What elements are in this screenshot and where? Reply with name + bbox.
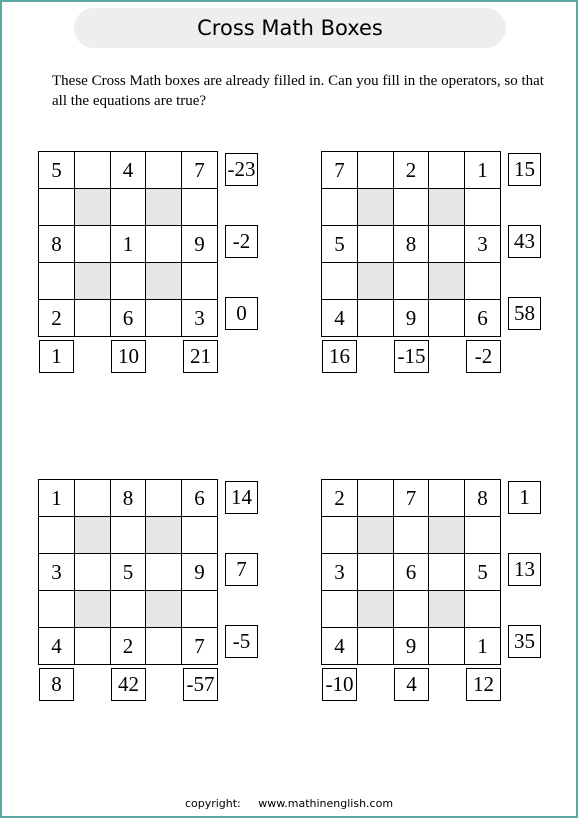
number-cell: 7 [182,628,218,665]
row-result-box: -23 [225,153,258,186]
number-cell: 8 [39,226,75,263]
number-cell: 5 [39,152,75,189]
operator-cell[interactable] [146,480,182,517]
number-cell: 1 [465,628,501,665]
puzzle-1 [38,151,260,373]
operator-cell[interactable] [393,189,429,226]
operator-cell[interactable] [74,554,110,591]
operator-cell[interactable] [74,152,110,189]
operator-cell[interactable] [393,263,429,300]
shaded-cell [429,517,465,554]
column-result-box: 16 [322,340,357,373]
operator-cell[interactable] [429,152,465,189]
operator-cell[interactable] [429,628,465,665]
shaded-cell [357,591,393,628]
column-result-box: 10 [111,340,146,373]
operator-cell[interactable] [182,189,218,226]
row-result-box: 14 [225,481,258,514]
operator-cell[interactable] [39,591,75,628]
operator-cell[interactable] [146,554,182,591]
operator-cell[interactable] [182,517,218,554]
row-result-box: 1 [508,481,541,514]
number-cell: 3 [182,300,218,337]
number-cell: 6 [393,554,429,591]
operator-cell[interactable] [357,480,393,517]
puzzle-2 [321,151,543,373]
number-cell: 5 [322,226,358,263]
column-result-box: 12 [466,668,501,701]
shaded-cell [146,517,182,554]
operator-cell[interactable] [74,628,110,665]
operator-cell[interactable] [357,628,393,665]
operator-cell[interactable] [393,517,429,554]
puzzle-grid [38,151,218,337]
operator-cell[interactable] [322,591,358,628]
shaded-cell [429,189,465,226]
row-result-box: 35 [508,625,541,658]
shaded-cell [146,591,182,628]
row-result-box: 0 [225,297,258,330]
operator-cell[interactable] [357,152,393,189]
operator-cell[interactable] [357,554,393,591]
column-result-box: 8 [39,668,74,701]
number-cell: 5 [465,554,501,591]
operator-cell[interactable] [182,263,218,300]
operator-cell[interactable] [465,263,501,300]
number-cell: 2 [39,300,75,337]
row-result-box: 15 [508,153,541,186]
shaded-cell [146,263,182,300]
column-result-box: -2 [466,340,501,373]
operator-cell[interactable] [357,226,393,263]
shaded-cell [74,263,110,300]
operator-cell[interactable] [465,517,501,554]
number-cell: 8 [393,226,429,263]
number-cell: 3 [322,554,358,591]
operator-cell[interactable] [322,263,358,300]
shaded-cell [74,189,110,226]
operator-cell[interactable] [110,263,146,300]
number-cell: 1 [39,480,75,517]
page-title: Cross Math Boxes [74,8,506,48]
row-result-box: -5 [225,625,258,658]
operator-cell[interactable] [429,226,465,263]
column-result-box: 4 [394,668,429,701]
number-cell: 9 [393,628,429,665]
operator-cell[interactable] [110,189,146,226]
shaded-cell [74,517,110,554]
puzzle-grid [321,479,501,665]
number-cell: 7 [182,152,218,189]
copyright-label: copyright: [184,797,241,810]
operator-cell[interactable] [146,152,182,189]
operator-cell[interactable] [110,517,146,554]
operator-cell[interactable] [74,480,110,517]
number-cell: 5 [110,554,146,591]
puzzle-4 [321,479,543,701]
number-cell: 6 [182,480,218,517]
number-cell: 7 [393,480,429,517]
row-result-box: 43 [508,225,541,258]
shaded-cell [357,189,393,226]
number-cell: 2 [322,480,358,517]
column-result-box: 1 [39,340,74,373]
operator-cell[interactable] [357,300,393,337]
shaded-cell [146,189,182,226]
operator-cell[interactable] [74,300,110,337]
number-cell: 2 [110,628,146,665]
operator-cell[interactable] [393,591,429,628]
operator-cell[interactable] [146,628,182,665]
shaded-cell [357,517,393,554]
row-result-box: 58 [508,297,541,330]
number-cell: 4 [322,300,358,337]
shaded-cell [429,591,465,628]
puzzle-grid [38,479,218,665]
operator-cell[interactable] [39,517,75,554]
column-result-box: -57 [183,668,218,701]
operator-cell[interactable] [429,554,465,591]
number-cell: 9 [393,300,429,337]
column-result-box: 42 [111,668,146,701]
operator-cell[interactable] [429,480,465,517]
operator-cell[interactable] [322,517,358,554]
number-cell: 6 [110,300,146,337]
number-cell: 4 [322,628,358,665]
operator-cell[interactable] [465,189,501,226]
operator-cell[interactable] [39,263,75,300]
operator-cell[interactable] [322,189,358,226]
shaded-cell [357,263,393,300]
row-result-box: -2 [225,225,258,258]
number-cell: 4 [110,152,146,189]
operator-cell[interactable] [39,189,75,226]
shaded-cell [429,263,465,300]
column-result-box: -15 [394,340,429,373]
copyright-site: www.mathinenglish.com [258,797,394,810]
number-cell: 9 [182,226,218,263]
operator-cell[interactable] [429,300,465,337]
number-cell: 1 [465,152,501,189]
number-cell: 4 [39,628,75,665]
number-cell: 8 [465,480,501,517]
operator-cell[interactable] [182,591,218,628]
puzzle-grid [321,151,501,337]
shaded-cell [74,591,110,628]
number-cell: 7 [322,152,358,189]
operator-cell[interactable] [465,591,501,628]
row-result-box: 7 [225,553,258,586]
number-cell: 6 [465,300,501,337]
number-cell: 2 [393,152,429,189]
operator-cell[interactable] [146,300,182,337]
footer [0,797,578,810]
number-cell: 1 [110,226,146,263]
number-cell: 3 [39,554,75,591]
operator-cell[interactable] [110,591,146,628]
row-result-box: 13 [508,553,541,586]
number-cell: 8 [110,480,146,517]
number-cell: 3 [465,226,501,263]
number-cell: 9 [182,554,218,591]
operator-cell[interactable] [146,226,182,263]
operator-cell[interactable] [74,226,110,263]
column-result-box: -10 [322,668,357,701]
column-result-box: 21 [183,340,218,373]
instructions: These Cross Math boxes are already filled in. Can you fill in the operators, so that all the equations are true? [52,73,544,109]
puzzle-3 [38,479,260,701]
